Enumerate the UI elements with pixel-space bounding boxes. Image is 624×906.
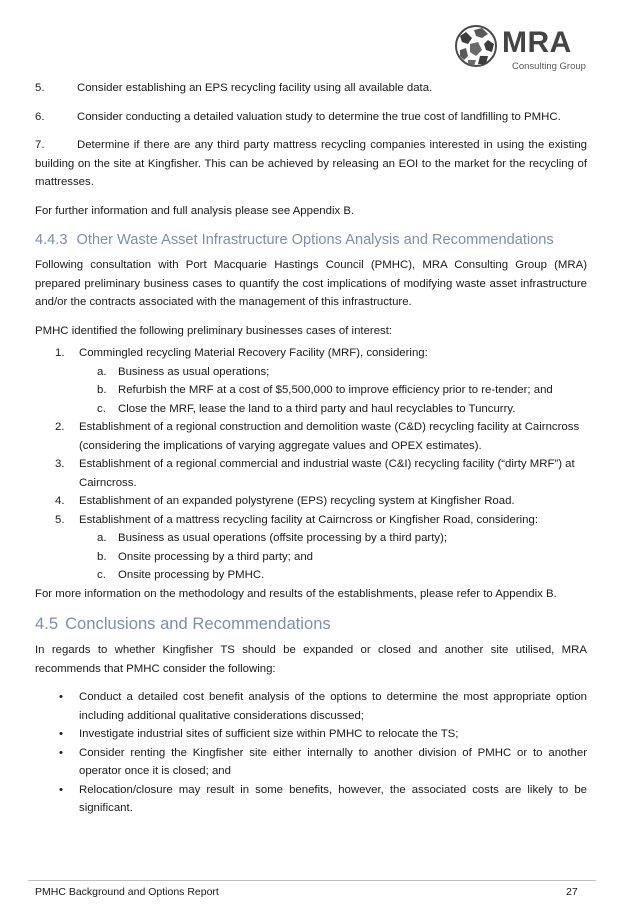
sub-text: Onsite processing by PMHC. bbox=[118, 569, 265, 581]
numbered-paragraph-6 bbox=[35, 108, 587, 127]
page-number: 27 bbox=[566, 886, 578, 898]
list-item bbox=[35, 511, 587, 585]
bullet-icon: • bbox=[59, 691, 63, 703]
section-paragraph: PMHC identified the following preliminary businesses cases of interest: bbox=[35, 324, 393, 337]
logo-subtitle: Consulting Group bbox=[512, 61, 586, 72]
bullet-item bbox=[35, 781, 587, 818]
section-paragraph: In regards to whether Kingfisher TS should be expanded or closed and another site utilised, MRA recommends that PMHC consider the following: bbox=[35, 644, 587, 675]
appendix-note: For further information and full analysis please see Appendix B. bbox=[35, 204, 355, 217]
paragraph-text: Consider establishing an EPS recycling facility using all available data. bbox=[77, 82, 433, 94]
body-content bbox=[35, 79, 587, 818]
paragraph-number: 7. bbox=[35, 139, 45, 151]
logo-wordmark: MRA bbox=[502, 26, 572, 59]
sub-letter: b. bbox=[97, 384, 107, 396]
sub-text: Business as usual operations (offsite processing by a third party); bbox=[118, 532, 448, 544]
list-text: Establishment of a regional construction and demolition waste (C&D) recycling facility at Cairncross (considering the implications of varying aggregate values and OPEX estimates). bbox=[79, 421, 580, 452]
bullet-text: Conduct a detailed cost benefit analysis of the options to determine the most appropriate option including additional qualitative considerations discussed; bbox=[79, 691, 587, 722]
list-number: 2. bbox=[55, 421, 65, 433]
section-title: Conclusions and Recommendations bbox=[65, 614, 331, 633]
list-number: 1. bbox=[55, 347, 65, 359]
sub-letter: c. bbox=[97, 569, 106, 581]
paragraph-text: Determine if there are any third party mattress recycling companies interested in using the existing building on the site at Kingfisher. This can be achieved by releasing an EOI to the market for the recycling of mattresses. bbox=[35, 139, 587, 188]
paragraph-text: Consider conducting a detailed valuation study to determine the true cost of landfilling to PMHC. bbox=[77, 110, 561, 123]
paragraph-number: 6. bbox=[35, 110, 45, 123]
sub-text: Onsite processing by a third party; and bbox=[118, 550, 314, 563]
sub-text: Close the MRF, lease the land to a third party and haul recyclables to Tuncurry. bbox=[118, 402, 516, 415]
bullet-icon: • bbox=[59, 746, 63, 759]
section-number: 4.5 bbox=[35, 614, 59, 633]
numbered-paragraph-7 bbox=[35, 136, 587, 192]
section-paragraph: Following consultation with Port Macquarie Hastings Council (PMHC), MRA Consulting Group (MRA) prepared preliminary business cases to quantify the cost implications of modifying waste asset infrastructure and/or the contracts associated with the management of this infrastructure. bbox=[35, 259, 587, 308]
list-number: 5. bbox=[55, 513, 65, 526]
bullet-item bbox=[35, 744, 587, 781]
list-number: 4. bbox=[55, 495, 65, 507]
section-heading-4-4-3 bbox=[35, 230, 587, 250]
bullet-text: Investigate industrial sites of sufficient size within PMHC to relocate the TS; bbox=[79, 728, 459, 740]
list-text: Establishment of a regional commercial and industrial waste (C&I) recycling facility (“dirty MRF”) at Cairncross. bbox=[79, 458, 575, 489]
list-item bbox=[35, 455, 587, 492]
globe-icon bbox=[452, 22, 500, 70]
mra-logo bbox=[452, 18, 602, 76]
section-number: 4.4.3 bbox=[35, 232, 68, 248]
bullet-item bbox=[35, 725, 587, 744]
sub-letter: a. bbox=[97, 532, 107, 544]
section-title: Other Waste Asset Infrastructure Options Analysis and Recommendations bbox=[76, 232, 554, 248]
bullet-item bbox=[35, 688, 587, 725]
sub-list-item bbox=[79, 548, 587, 567]
sub-list-item bbox=[79, 566, 587, 585]
sub-list-item bbox=[79, 529, 587, 548]
recommendations-list bbox=[35, 688, 587, 818]
footer-report-title: PMHC Background and Options Report bbox=[35, 886, 219, 898]
sub-list bbox=[79, 529, 587, 585]
list-item bbox=[35, 492, 587, 511]
sub-list-item bbox=[79, 400, 587, 419]
paragraph-number: 5. bbox=[35, 82, 45, 94]
bullet-text: Consider renting the Kingfisher site either internally to another division of PMHC or to another operator once it is closed; and bbox=[79, 746, 587, 777]
bullet-icon: • bbox=[59, 728, 63, 740]
list-text: Establishment of an expanded polystyrene (EPS) recycling system at Kingfisher Road. bbox=[79, 495, 515, 507]
section-closing-paragraph: For more information on the methodology and results of the establishments, please refer to Appendix B. bbox=[35, 587, 557, 600]
sub-letter: b. bbox=[97, 550, 107, 563]
numbered-paragraph-5 bbox=[35, 79, 587, 98]
footer-divider bbox=[28, 880, 596, 881]
list-item bbox=[35, 418, 587, 455]
section-heading-4-5 bbox=[35, 613, 587, 635]
list-text: Commingled recycling Material Recovery Facility (MRF), considering: bbox=[79, 347, 428, 359]
sub-text: Business as usual operations; bbox=[118, 365, 270, 378]
business-cases-list bbox=[35, 344, 587, 585]
sub-letter: c. bbox=[97, 402, 106, 415]
list-item bbox=[35, 344, 587, 418]
list-text: Establishment of a mattress recycling facility at Cairncross or Kingfisher Road, considering: bbox=[79, 513, 538, 526]
sub-list-item bbox=[79, 381, 587, 400]
bullet-text: Relocation/closure may result in some benefits, however, the associated costs are likely to be significant. bbox=[79, 783, 587, 814]
sub-text: Refurbish the MRF at a cost of $5,500,000 to improve efficiency prior to re-tender; and bbox=[118, 384, 553, 396]
sub-list-item bbox=[79, 363, 587, 382]
bullet-icon: • bbox=[59, 783, 63, 796]
list-number: 3. bbox=[55, 458, 65, 470]
sub-list bbox=[79, 363, 587, 419]
sub-letter: a. bbox=[97, 365, 107, 378]
